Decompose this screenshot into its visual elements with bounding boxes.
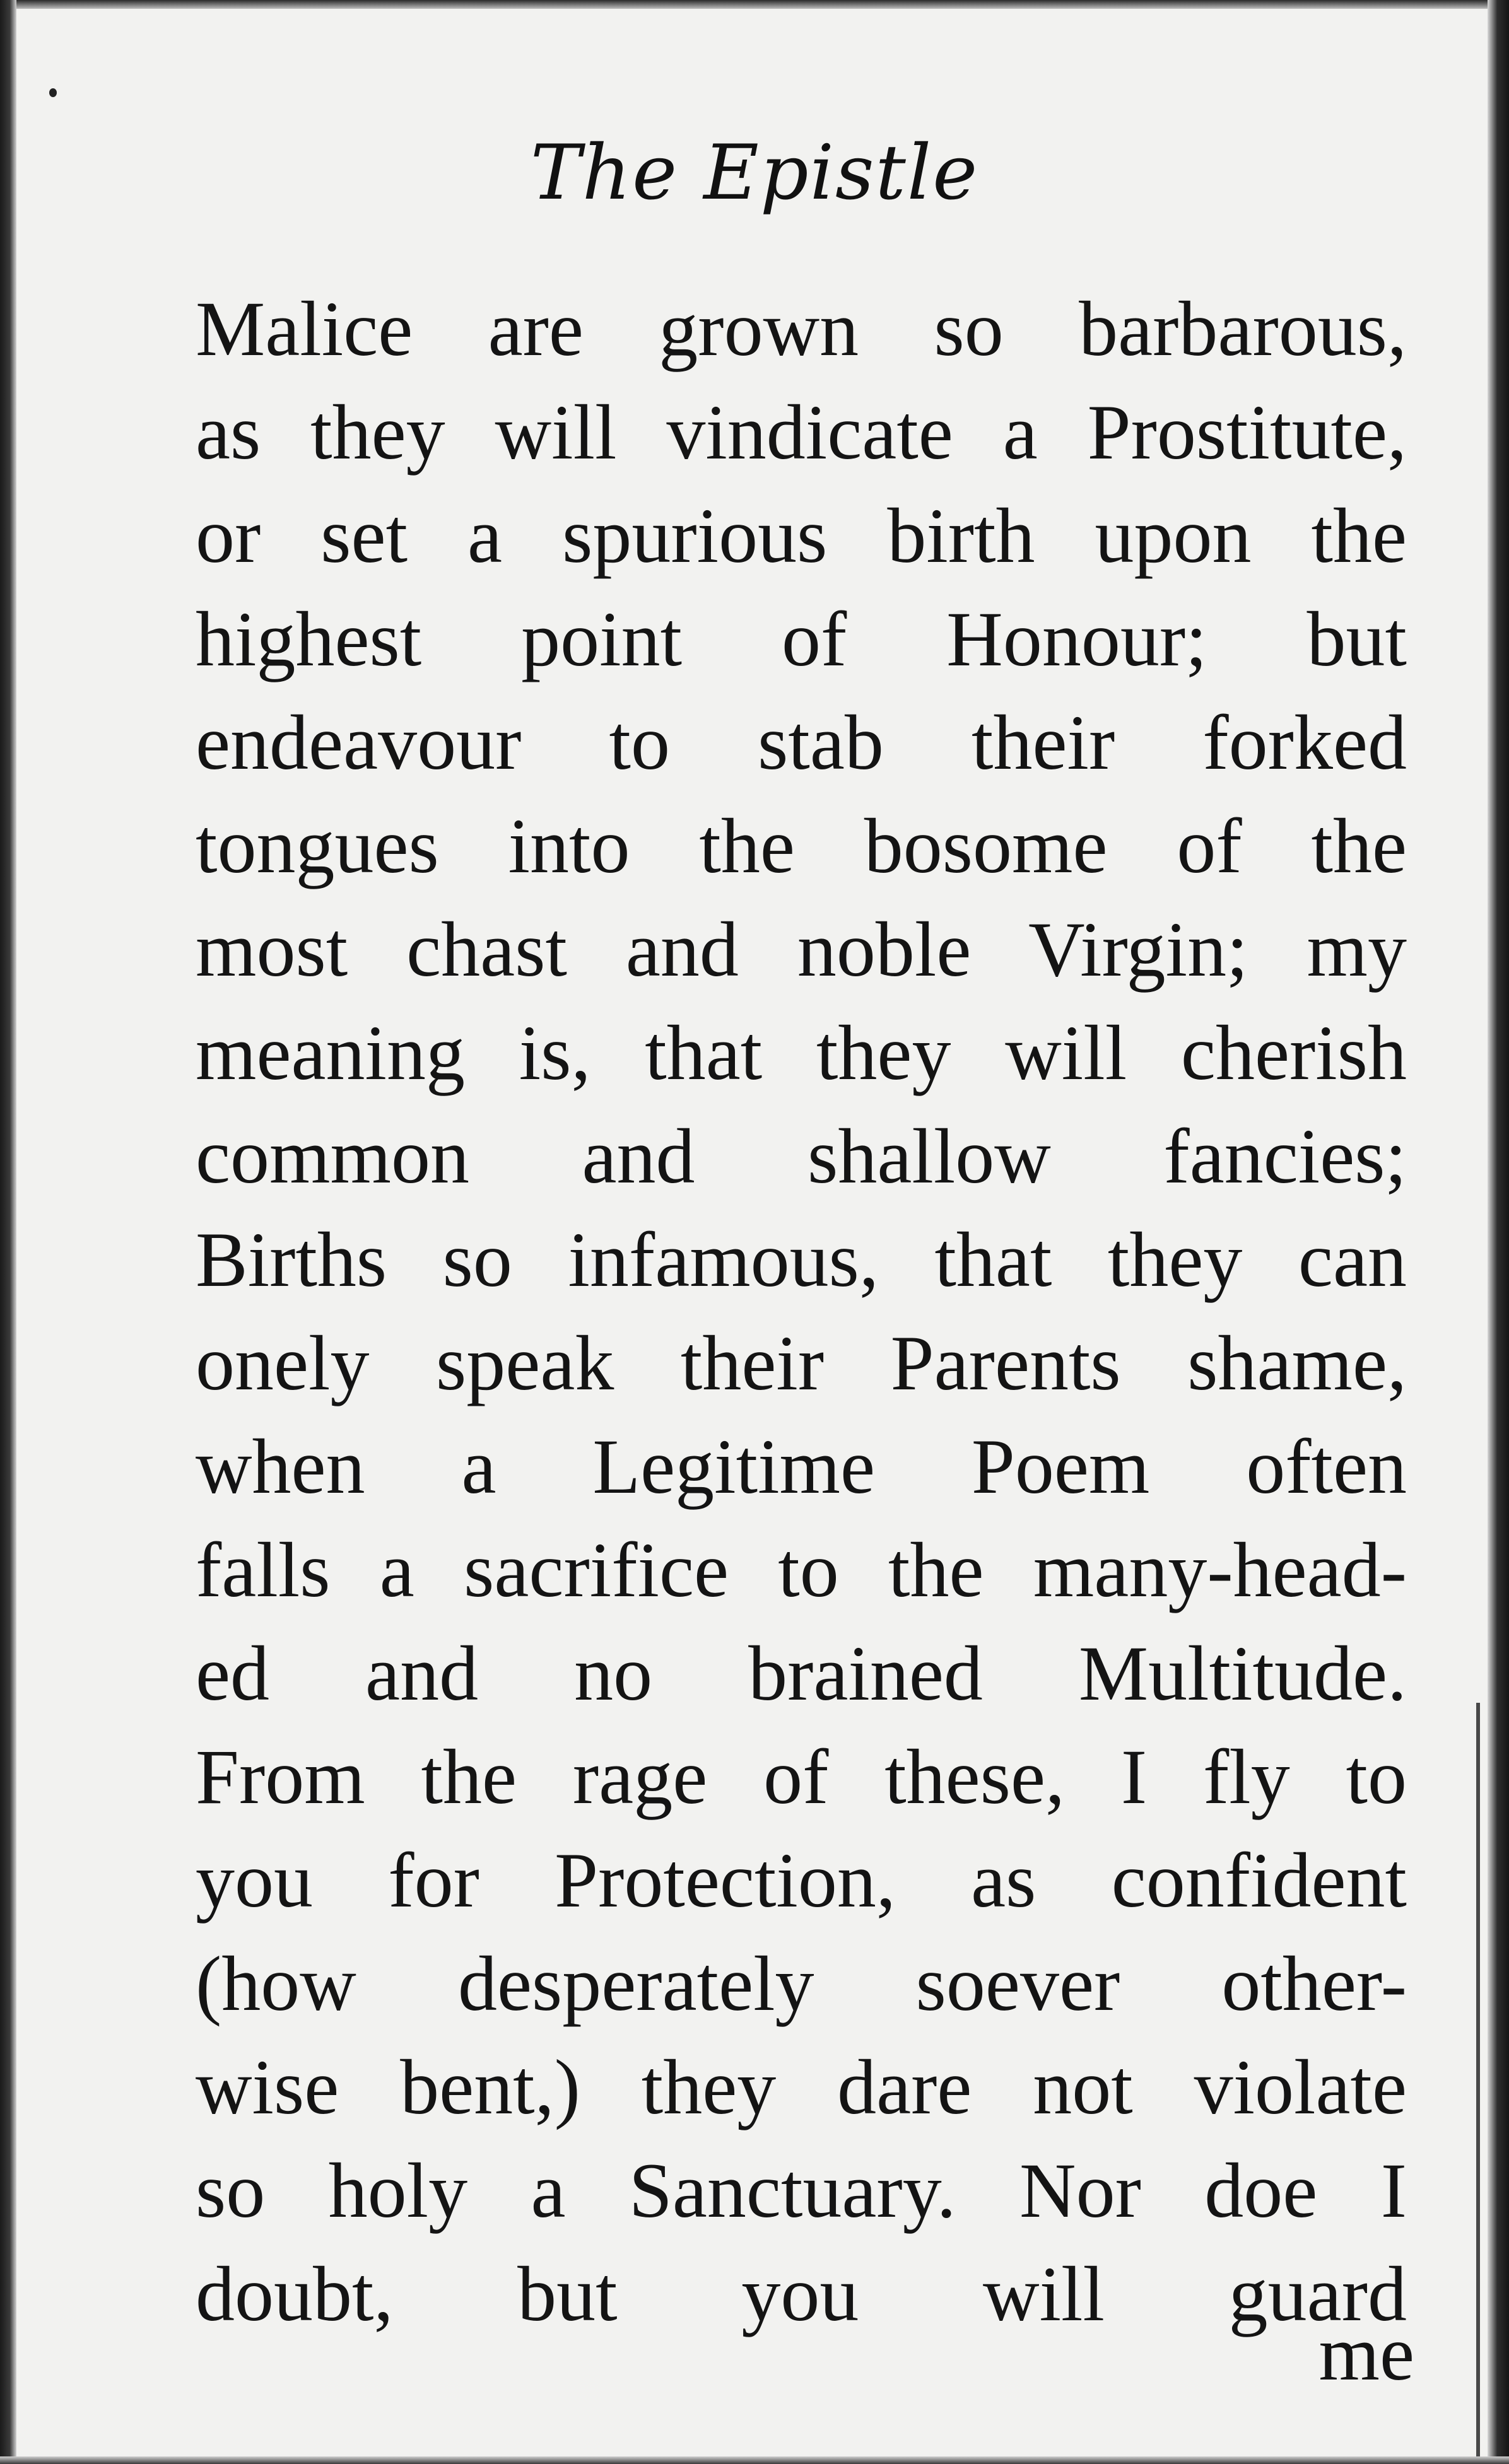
text-line: highest point of Honour; but	[196, 596, 1407, 682]
catchword: me	[1318, 2310, 1414, 2397]
ink-speck	[49, 88, 57, 97]
text-line: when a Legitime Poem often	[196, 1423, 1407, 1510]
text-line: common and shallow fancies;	[196, 1113, 1407, 1200]
text-line: (how desperately soever other-	[196, 1941, 1407, 2027]
text-line: ed and no brained Multitude.	[196, 1630, 1407, 1717]
running-head: The Epistle	[530, 129, 979, 217]
text-line: you for Protection, as confident	[196, 1837, 1407, 1924]
text-line: endeavour to stab their forked	[196, 699, 1407, 786]
text-line: From the rage of these, I fly to	[196, 1734, 1407, 1820]
scan-border-right-line	[1476, 1703, 1480, 2464]
text-line: wise bent,) they dare not violate	[196, 2044, 1407, 2130]
scan-border-bottom	[0, 2456, 1509, 2464]
text-line: meaning is, that they will cherish	[196, 1010, 1407, 1096]
text-line: tongues into the bosome of the	[196, 803, 1407, 889]
text-line: Malice are grown so barbarous,	[196, 286, 1407, 372]
text-line: most chast and noble Virgin; my	[196, 906, 1407, 993]
text-line: so holy a Sanctuary. Nor doe I	[196, 2147, 1407, 2234]
text-line: falls a sacrifice to the many-head-	[196, 1527, 1407, 1613]
scan-border-left	[0, 0, 16, 2464]
scan-border-right	[1488, 0, 1509, 2464]
scan-border-top	[0, 0, 1509, 9]
text-line: or set a spurious birth upon the	[196, 493, 1407, 579]
text-line: onely speak their Parents shame,	[196, 1320, 1407, 1406]
text-line: as they will vindicate a Prostitute,	[196, 389, 1407, 476]
body-text	[196, 277, 1407, 2346]
text-line: Births so infamous, that they can	[196, 1217, 1407, 1303]
text-line: doubt, but you will guard	[196, 2251, 1407, 2337]
